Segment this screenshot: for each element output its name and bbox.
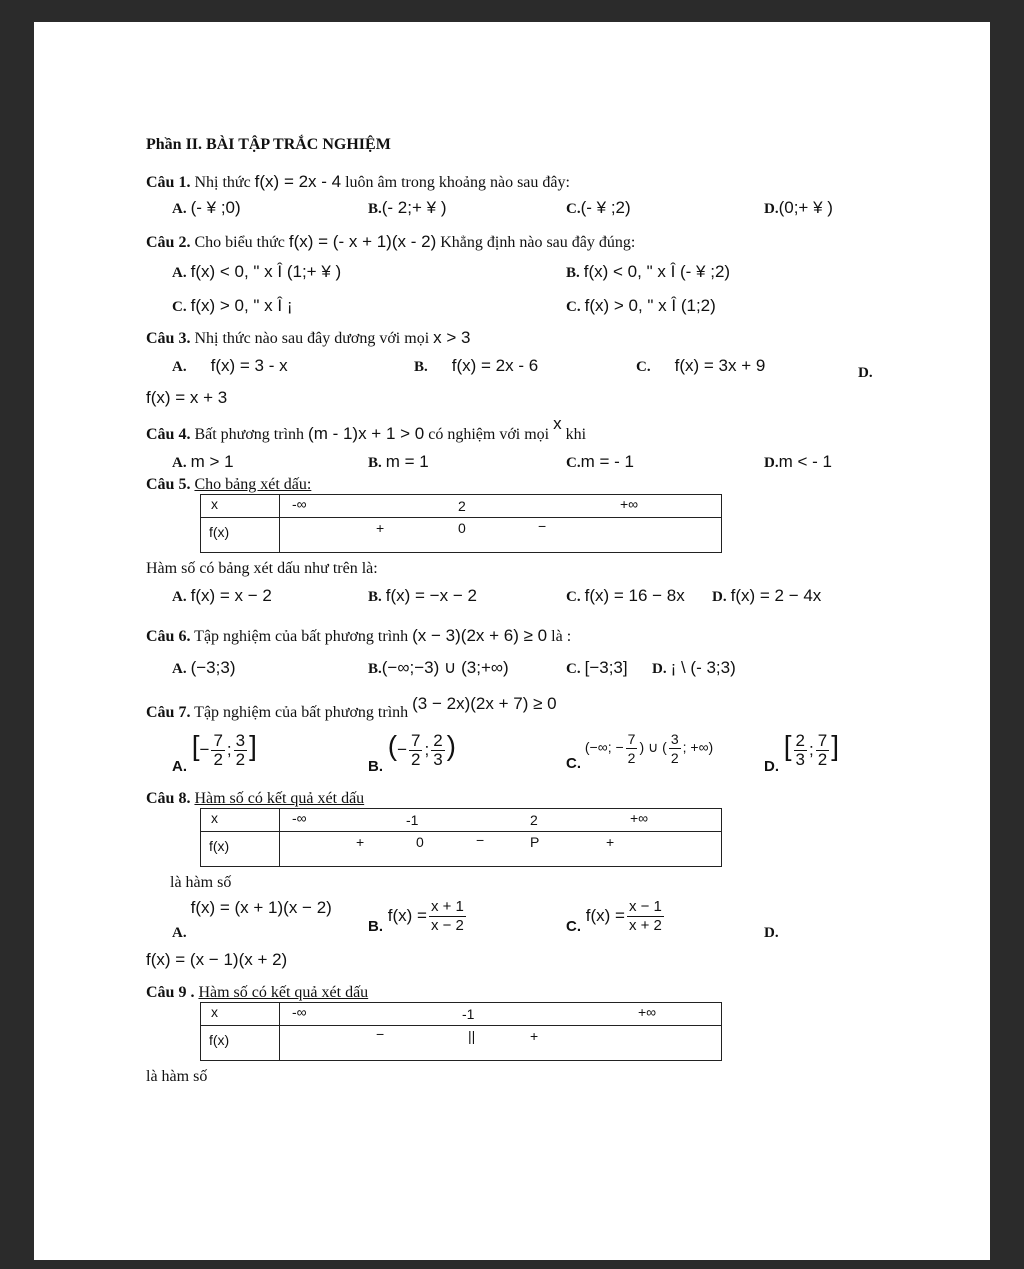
question-9: Câu 9 . Hàm số có kết quả xét dấu	[146, 984, 369, 1001]
q4-option-a[interactable]: A. m > 1	[172, 452, 234, 471]
q7-option-d[interactable]: D. [ $\frac{2}{3}$ ; $\frac{7}{2}$ ]	[764, 730, 839, 775]
q5-option-c[interactable]: C. f(x) = 16 − 8x	[566, 586, 685, 605]
q6-option-c[interactable]: C. [−3;3]	[566, 658, 628, 677]
q9-sign-table: x -∞ -1 +∞ f(x) − || +	[200, 1002, 722, 1061]
q3-option-d-letter[interactable]: D.	[858, 365, 873, 381]
q6-option-d[interactable]: D. ¡ \ (- 3;3)	[652, 658, 736, 677]
question-6: Câu 6. Tập nghiệm của bất phương trình (x − 3)(2x + 6) ≥ 0 là :	[146, 626, 572, 645]
q1-option-c[interactable]: C.(- ¥ ;2)	[566, 198, 631, 217]
q5-option-d[interactable]: D. f(x) = 2 − 4x	[712, 586, 822, 605]
q8-option-b[interactable]: B. f(x) = $\frac{x + 1}{x - 2}$	[368, 898, 464, 935]
question-7: Câu 7. Tập nghiệm của bất phương trình (3 − 2x)(2x + 7) ≥ 0	[146, 694, 557, 721]
q1-expr: f(x) = 2x - 4	[254, 172, 342, 191]
q1-option-b[interactable]: B.(- 2;+ ¥ )	[368, 198, 447, 217]
q1-text-a: Nhị thức	[194, 174, 251, 191]
q1-text-b: luôn âm trong khoảng nào sau đây:	[345, 174, 570, 191]
q5-sign-table: x -∞ 2 +∞ f(x) + 0 −	[200, 494, 722, 553]
q5-option-a[interactable]: A. f(x) = x − 2	[172, 586, 272, 605]
q2-option-c[interactable]: C. f(x) > 0, " x Î ¡	[172, 296, 293, 315]
q4-option-b[interactable]: B. m = 1	[368, 452, 429, 471]
q3-option-c[interactable]: C. f(x) = 3x + 9	[636, 356, 766, 375]
q4-option-c[interactable]: C.m = - 1	[566, 452, 634, 471]
question-5: Câu 5. Cho bảng xét dấu:	[146, 476, 312, 493]
q3-option-d[interactable]: f(x) = x + 3	[146, 388, 228, 407]
question-2: Câu 2. Cho biểu thức f(x) = (- x + 1)(x - 2) Khẳng định nào sau đây đúng:	[146, 232, 636, 251]
q8-option-c[interactable]: C. f(x) = $\frac{x - 1}{x + 2}$	[566, 898, 662, 935]
q1-label: Câu 1.	[146, 174, 191, 191]
q7-option-a[interactable]: A. [− $\frac{7}{2}$ ; $\frac{3}{2}$ ]	[172, 730, 257, 775]
q7-option-b[interactable]: B. (− $\frac{7}{2}$ ; $\frac{2}{3}$ )	[368, 730, 456, 775]
q8-option-a[interactable]: A. f(x) = (x + 1)(x − 2)	[172, 898, 332, 941]
q8-option-d[interactable]: f(x) = (x − 1)(x + 2)	[146, 950, 288, 969]
question-4: Câu 4. Bất phương trình (m - 1)x + 1 > 0 có nghiệm với mọi x khi	[146, 414, 587, 443]
q1-option-d[interactable]: D.(0;+ ¥ )	[764, 198, 833, 217]
q8-option-d-letter[interactable]: D.	[764, 925, 779, 941]
q9-stem: là hàm số	[146, 1068, 208, 1085]
q6-option-b[interactable]: B.(−∞;−3) ∪ (3;+∞)	[368, 658, 509, 677]
question-1	[146, 172, 570, 192]
q6-option-a[interactable]: A. (−3;3)	[172, 658, 236, 677]
question-8: Câu 8. Hàm số có kết quả xét dấu	[146, 790, 365, 807]
q3-option-b[interactable]: B. f(x) = 2x - 6	[414, 356, 539, 375]
q8-sign-table: x -∞ -1 2 +∞ f(x) + 0 − P +	[200, 808, 722, 867]
document-page	[34, 22, 990, 1260]
q7-option-c[interactable]: C. (−∞; − $\frac{7}{2}$ ) ∪ ( $\frac{3}{2}$ ; +∞)	[566, 731, 714, 773]
q8-stem: là hàm số	[170, 874, 232, 891]
q5-stem: Hàm số có bảng xét dấu như trên là:	[146, 560, 378, 577]
q1-option-a[interactable]: A. (- ¥ ;0)	[172, 198, 241, 217]
q2-option-d[interactable]: C. f(x) > 0, " x Î (1;2)	[566, 296, 716, 315]
question-3: Câu 3. Nhị thức nào sau đây dương với mọi x > 3	[146, 328, 471, 347]
q5-option-b[interactable]: B. f(x) = −x − 2	[368, 586, 477, 605]
q2-option-a[interactable]: A. f(x) < 0, " x Î (1;+ ¥ )	[172, 262, 342, 281]
q2-option-b[interactable]: B. f(x) < 0, " x Î (- ¥ ;2)	[566, 262, 731, 281]
q4-option-d[interactable]: D.m < - 1	[764, 452, 832, 471]
q3-option-a[interactable]: A. f(x) = 3 - x	[172, 356, 288, 375]
part-title: Phần II. BÀI TẬP TRẮC NGHIỆM	[146, 136, 391, 153]
